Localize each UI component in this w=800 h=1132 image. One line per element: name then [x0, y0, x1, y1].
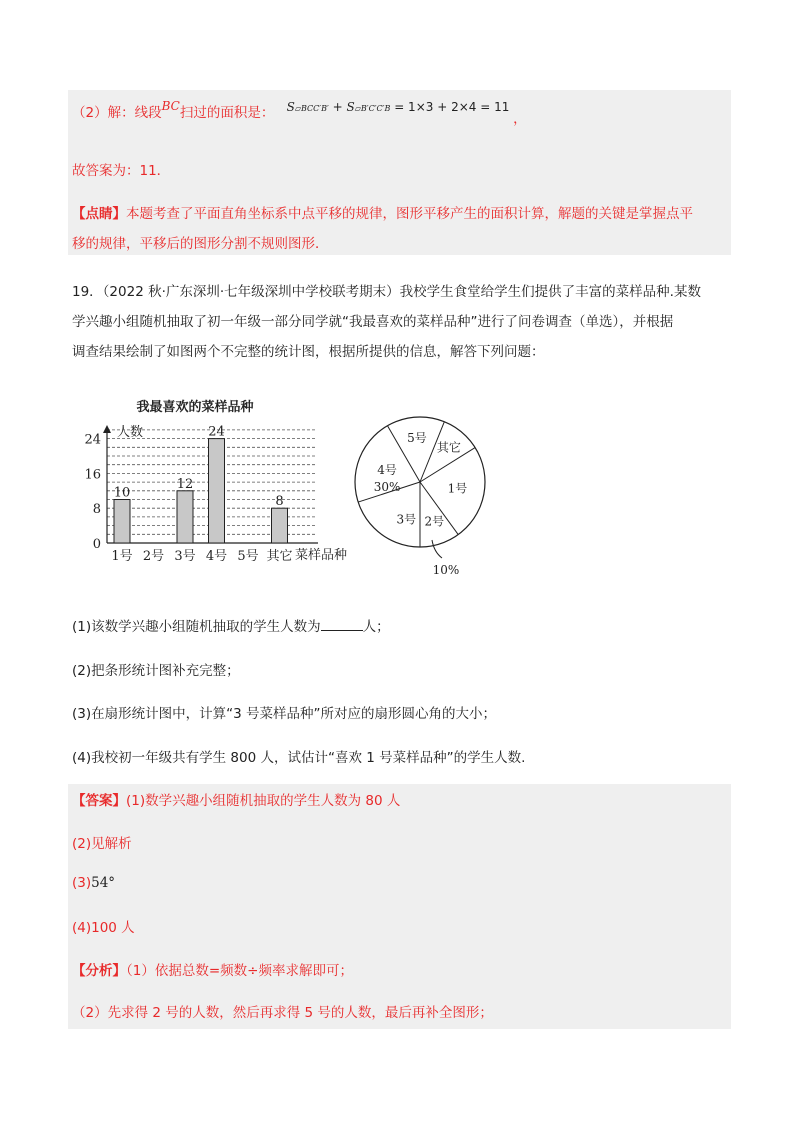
comment-line-1: [72, 204, 693, 224]
x-tick-label: 1号: [111, 549, 133, 564]
comment-line-2: 移的规律，平移后的图形分割不规则图形．: [72, 236, 329, 252]
slice-label: 5号: [407, 431, 427, 446]
bar-value-label: 12: [176, 476, 194, 492]
figure-area: [0, 385, 800, 585]
bar-chart: [84, 399, 347, 564]
chart-title: 我最喜欢的菜样品种: [136, 400, 254, 415]
subquestion-2: (2)把条形统计图补充完整；: [72, 663, 240, 679]
answer-blank: [321, 617, 363, 631]
y-tick-label: 0: [92, 537, 101, 552]
answer-4: (4)100 人: [72, 920, 135, 936]
question-line-3: 调查结果绘制了如图两个不完整的统计图，根据所提供的信息，解答下列问题：: [72, 344, 545, 360]
bar: [177, 491, 193, 543]
pie-chart: [355, 417, 485, 577]
x-tick-label: 4号: [205, 549, 228, 564]
y-tick-label: 8: [92, 502, 101, 518]
answer-line: 故答案为：11．: [72, 163, 171, 179]
answer-3: (3)54°: [72, 875, 116, 891]
answer-2: (2)见解析: [72, 836, 132, 852]
subquestion-3: (3)在扇形统计图中，计算“3 号菜样品种”所对应的扇形圆心角的大小；: [72, 706, 496, 722]
bar: [114, 500, 130, 544]
x-tick-label: 5号: [237, 549, 259, 564]
bar: [209, 439, 225, 543]
part2-line: [72, 99, 527, 127]
slice-percent-label: 10%: [432, 563, 460, 577]
bar: [272, 508, 288, 543]
x-axis-label: 菜样品种: [295, 548, 348, 563]
y-axis-label: 人数: [117, 425, 144, 440]
slice-percent-label: 30%: [373, 480, 401, 495]
area-formula: S▱BCC′B′ + S▱B′C′C′B = 1×3 + 2×4 = 11: [286, 100, 510, 114]
bar-value-label: 8: [275, 494, 284, 510]
question-line-1: 19．（2022 秋·广东深圳·七年级深圳中学校联考期末）我校学生食堂给学生们提供了丰富的菜样品种.某数: [72, 284, 701, 300]
comment-tag: 【点睛】: [72, 206, 126, 222]
analysis-2: （2）先求得 2 号的人数，然后再求得 5 号的人数，最后再补全图形；: [72, 1005, 493, 1021]
y-axis-arrow: [103, 425, 111, 433]
x-tick-label: 其它: [266, 549, 293, 564]
y-tick-label: 16: [84, 467, 101, 483]
part2-label: （2）解：线段: [72, 105, 162, 121]
x-tick-label: 2号: [142, 549, 165, 564]
y-tick-label: 24: [84, 432, 101, 448]
bar-value-label: 10: [113, 485, 131, 501]
x-tick-label: 3号: [174, 549, 196, 564]
part2-end: ，: [513, 111, 527, 127]
formula-result: = 1×3 + 2×4 = 11: [394, 100, 510, 114]
slice-label: 2号: [424, 514, 445, 529]
segment-variable: BC: [161, 99, 180, 113]
question-line-2: 学兴趣小组随机抽取了初一年级一部分同学就“我最喜欢的菜样品种”进行了问卷调查（单选），并根据: [72, 314, 674, 330]
slice-label: 其它: [436, 440, 461, 455]
slice-label: 3号: [396, 512, 417, 527]
bar-value-label: 24: [208, 424, 225, 440]
subquestion-4: (4)我校初一年级共有学生 800 人，试估计“喜欢 1 号菜样品种”的学生人数.: [72, 750, 526, 766]
analysis-tag: 【分析】: [72, 963, 126, 979]
angle-value: 54°: [91, 875, 116, 891]
slice-label: 1号: [447, 481, 468, 496]
analysis-1: 【分析】（1）依据总数=频数÷频率求解即可；: [72, 963, 353, 979]
comment-text-1: 本题考查了平面直角坐标系中点平移的规律，图形平移产生的面积计算，解题的关键是掌握点平: [126, 206, 693, 222]
answer-block: [68, 784, 731, 1029]
answer-tag: 【答案】: [72, 793, 126, 809]
subquestion-1: (1)该数学兴趣小组随机抽取的学生人数为 人；: [72, 619, 390, 635]
part2-text: 扫过的面积是：: [179, 105, 275, 121]
answer-1: 【答案】(1)数学兴趣小组随机抽取的学生人数为 80 人: [72, 793, 401, 809]
slice-label: 4号: [377, 463, 397, 478]
